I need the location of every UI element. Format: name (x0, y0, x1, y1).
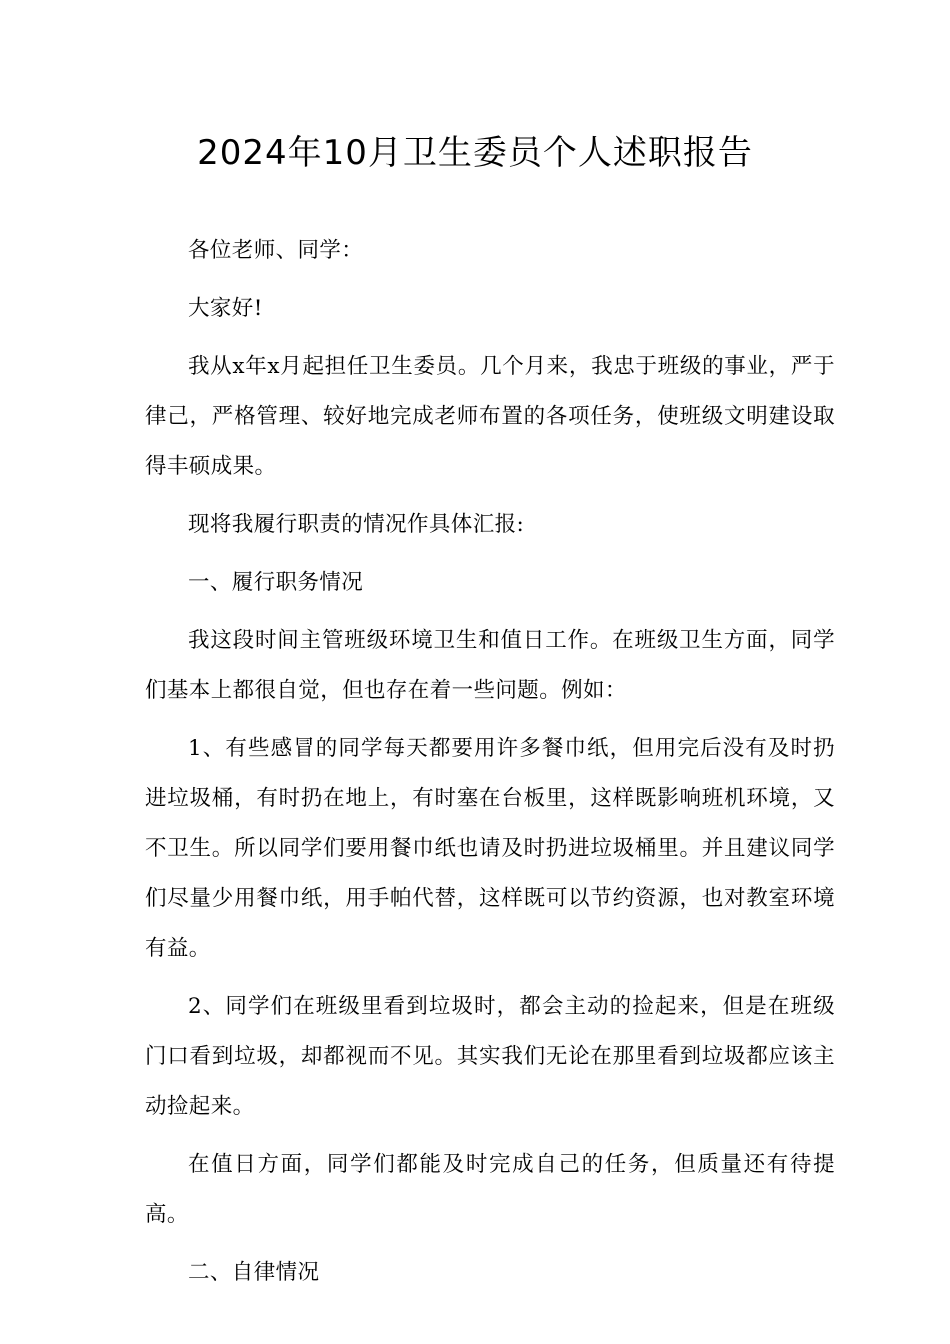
paragraph-item-2: 2、同学们在班级里看到垃圾时，都会主动的捡起来，但是在班级门口看到垃圾，却都视而不见。其实我们无论在那里看到垃圾都应该主动捡起来。 (145, 994, 835, 1119)
section-heading-self-discipline: 二、自律情况 (188, 1260, 320, 1285)
document-body (145, 226, 835, 1306)
paragraph-intro: 我从x年x月起担任卫生委员。几个月来，我忠于班级的事业，严于律己，严格管理、较好地完成老师布置的各项任务，使班级文明建设取得丰硕成果。 (145, 354, 835, 479)
paragraph-duty-roster: 在值日方面，同学们都能及时完成自己的任务，但质量还有待提高。 (145, 1152, 835, 1227)
document-title: 2024年10月卫生委员个人述职报告 (197, 133, 753, 173)
section-heading-duties: 一、履行职务情况 (188, 570, 364, 595)
paragraph-item-1: 1、有些感冒的同学每天都要用许多餐巾纸，但用完后没有及时扔进垃圾桶，有时扔在地上，有时塞在台板里，这样既影响班机环境，又不卫生。所以同学们要用餐巾纸也请及时扔进垃圾桶里。并且建议同学们尽量少用餐巾纸，用手帕代替，这样既可以节约资源，也对教室环境有益。 (145, 736, 835, 961)
paragraph-report-lead: 现将我履行职责的情况作具体汇报: (188, 512, 525, 537)
paragraph-greeting: 各位老师、同学： (188, 238, 364, 263)
paragraph-hello: 大家好! (188, 296, 263, 321)
paragraph-duties: 我这段时间主管班级环境卫生和值日工作。在班级卫生方面，同学们基本上都很自觉，但也存在着一些问题。例如： (145, 628, 835, 703)
